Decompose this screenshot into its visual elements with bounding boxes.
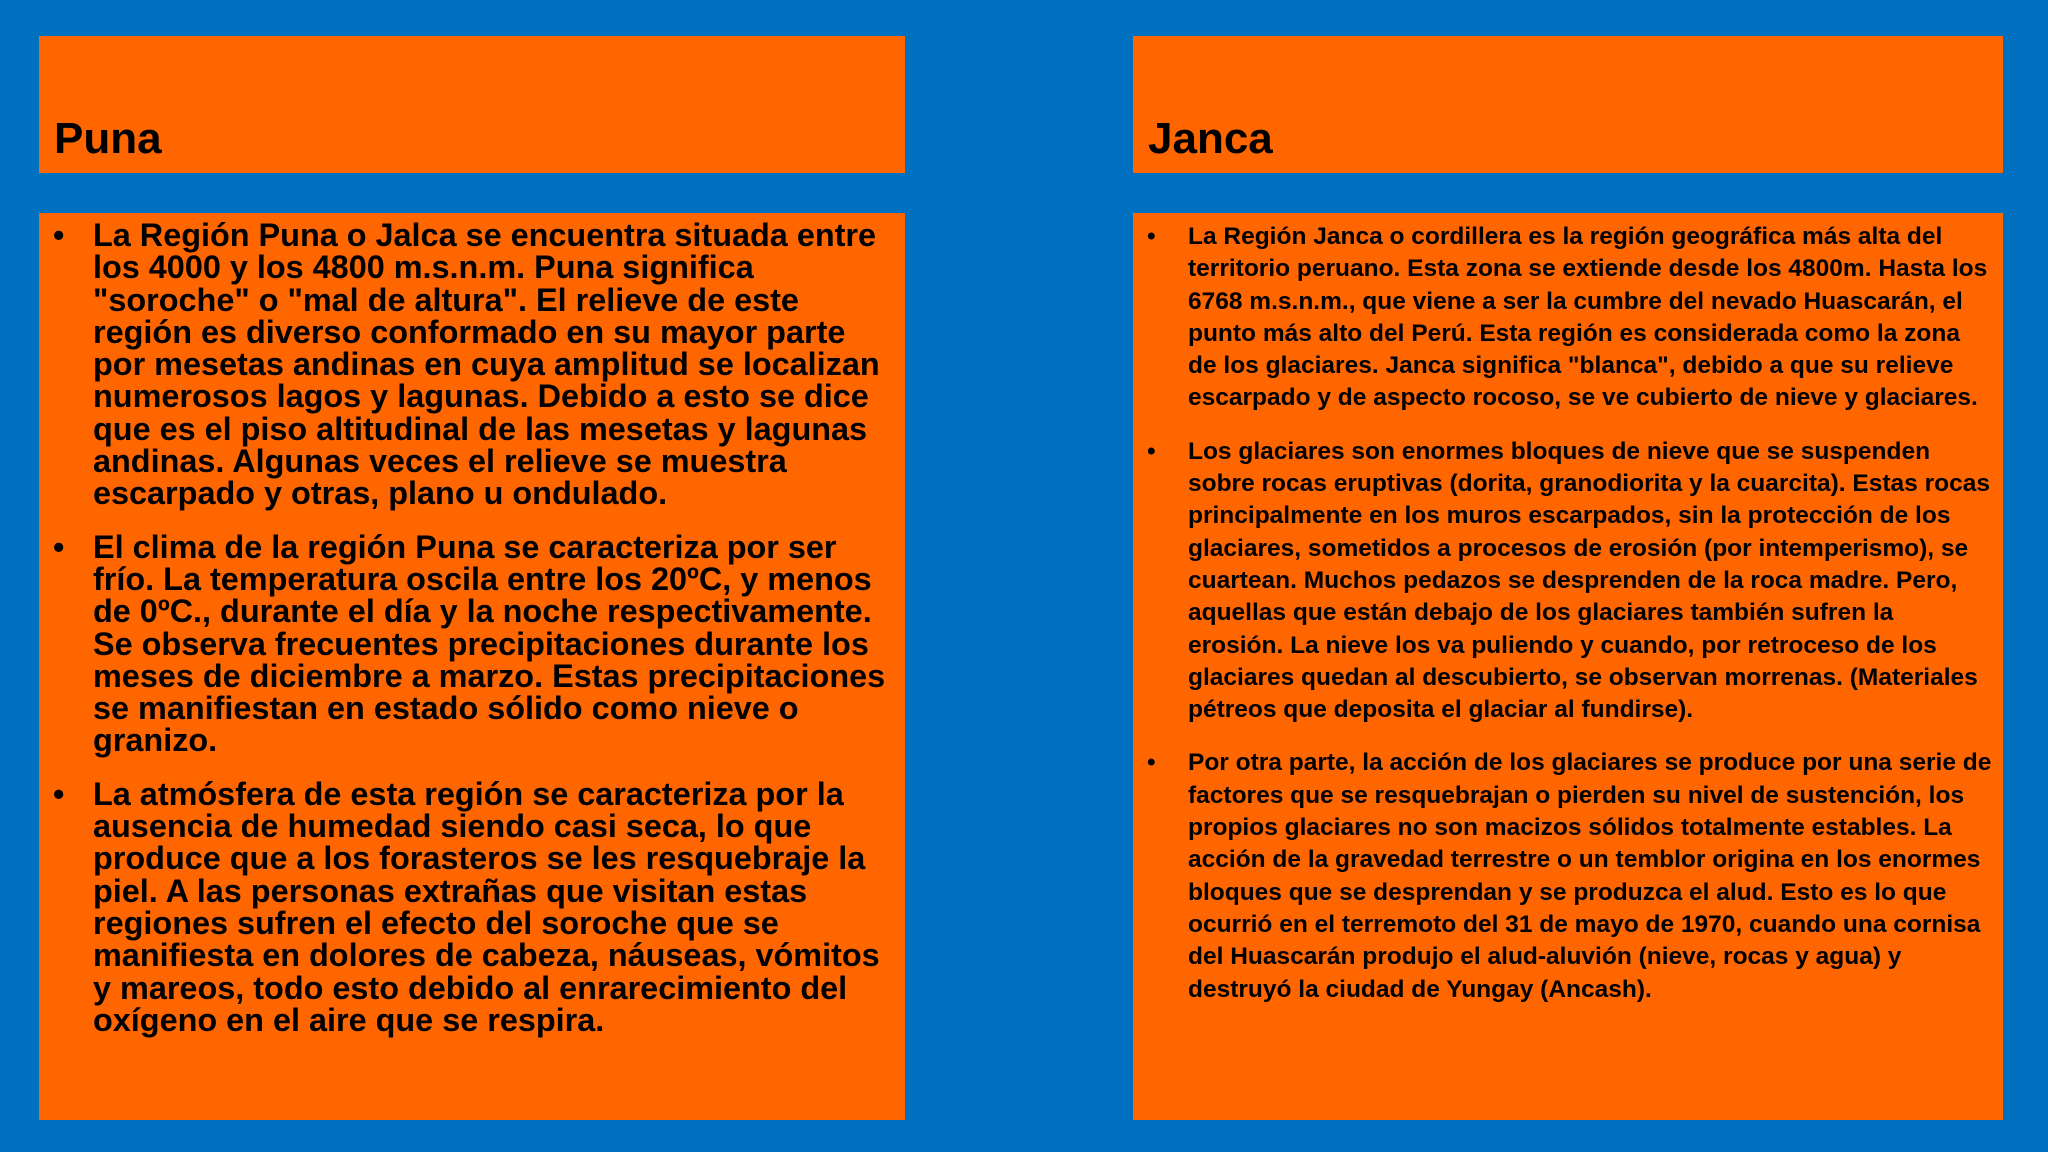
puna-bullet-text: El clima de la región Puna se caracteriza por ser frío. La temperatura oscila entre los 20ºC, y menos de 0ºC., durante el día y la noche respectivamente. Se observa frecuentes precipitaciones durante los meses de diciembre a marzo. Estas precipitaciones se manifiestan en estado sólido como nieve o granizo. xyxy=(93,528,886,759)
janca-bullet-item xyxy=(1147,747,1993,1005)
janca-bullet-text: Por otra parte, la acción de los glaciares se produce por una serie de factores que se resquebrajan o pierden su nivel de sustención, los propios glaciares no son macizos sólidos totalmente estables. La acción de la gravedad terrestre o un temblor origina en los enormes bloques que se desprendan y se produzca el alud. Esto es lo que ocurrió en el terremoto del 31 de mayo de 1970, cuando una cornisa del Huascarán produjo el alud-aluvión (nieve, rocas y agua) y destruyó la ciudad de Yungay (Ancash). xyxy=(1188,749,1992,1003)
janca-bullet-text: Los glaciares son enormes bloques de nieve que se suspenden sobre rocas eruptivas (dorita, granodiorita y la cuarcita). Estas rocas principalmente en los muros escarpados, sin la protección de los glaciares, sometidos a procesos de erosión (por intemperismo), se cuartean. Muchos pedazos se desprenden de la roca madre. Pero, aquellas que están debajo de los glaciares también sufren la erosión. La nieve los va puliendo y cuando, por retroceso de los glaciares quedan al descubierto, se observan morrenas. (Materiales pétreos que deposita el glaciar al fundirse). xyxy=(1188,437,1990,724)
puna-bullet-item xyxy=(53,219,891,510)
janca-title-box xyxy=(1133,36,2003,173)
bullet-icon: • xyxy=(1147,437,1156,465)
puna-title: Puna xyxy=(54,113,162,163)
puna-content-box xyxy=(39,213,905,1120)
janca-bullet-list xyxy=(1133,213,2003,1006)
bullet-icon: • xyxy=(53,528,65,565)
janca-title: Janca xyxy=(1148,113,1273,163)
janca-content-box xyxy=(1133,213,2003,1120)
bullet-icon: • xyxy=(1147,749,1156,777)
puna-bullet-text: La Región Puna o Jalca se encuentra situada entre los 4000 y los 4800 m.s.n.m. Puna significa "soroche" o "mal de altura". El relieve de este región es diverso conformado en su mayor parte por mesetas andinas en cuya amplitud se localizan numerosos lagos y lagunas. Debido a esto se dice que es el piso altitudinal de las mesetas y lagunas andinas. Algunas veces el relieve se muestra escarpado y otras, plano u ondulado. xyxy=(93,217,880,512)
puna-bullet-item xyxy=(53,775,891,1038)
bullet-icon: • xyxy=(53,775,65,812)
puna-bullet-list xyxy=(39,213,905,1036)
janca-bullet-item xyxy=(1147,436,1993,727)
janca-bullet-text: La Región Janca o cordillera es la región geográfica más alta del territorio peruano. Esta zona se extiende desde los 4800m. Hasta los 6768 m.s.n.m., que viene a ser la cumbre del nevado Huascarán, el punto más alto del Perú. Esta región es considerada como la zona de los glaciares. Janca significa "blanca", debido a que su relieve escarpado y de aspecto rocoso, se ve cubierto de nieve y glaciares. xyxy=(1188,223,1988,412)
puna-bullet-item xyxy=(53,528,891,759)
janca-bullet-item xyxy=(1147,221,1993,415)
puna-title-box xyxy=(39,36,905,173)
puna-bullet-text: La atmósfera de esta región se caracteriza por la ausencia de humedad siendo casi seca, lo que produce que a los forasteros se les resquebraje la piel. A las personas extrañas que visitan estas regiones sufren el efecto del soroche que se manifiesta en dolores de cabeza, náuseas, vómitos y mareos, todo esto debido al enrarecimiento del oxígeno en el aire que se respira. xyxy=(93,775,880,1038)
bullet-icon: • xyxy=(1147,223,1156,250)
bullet-icon: • xyxy=(53,217,65,253)
